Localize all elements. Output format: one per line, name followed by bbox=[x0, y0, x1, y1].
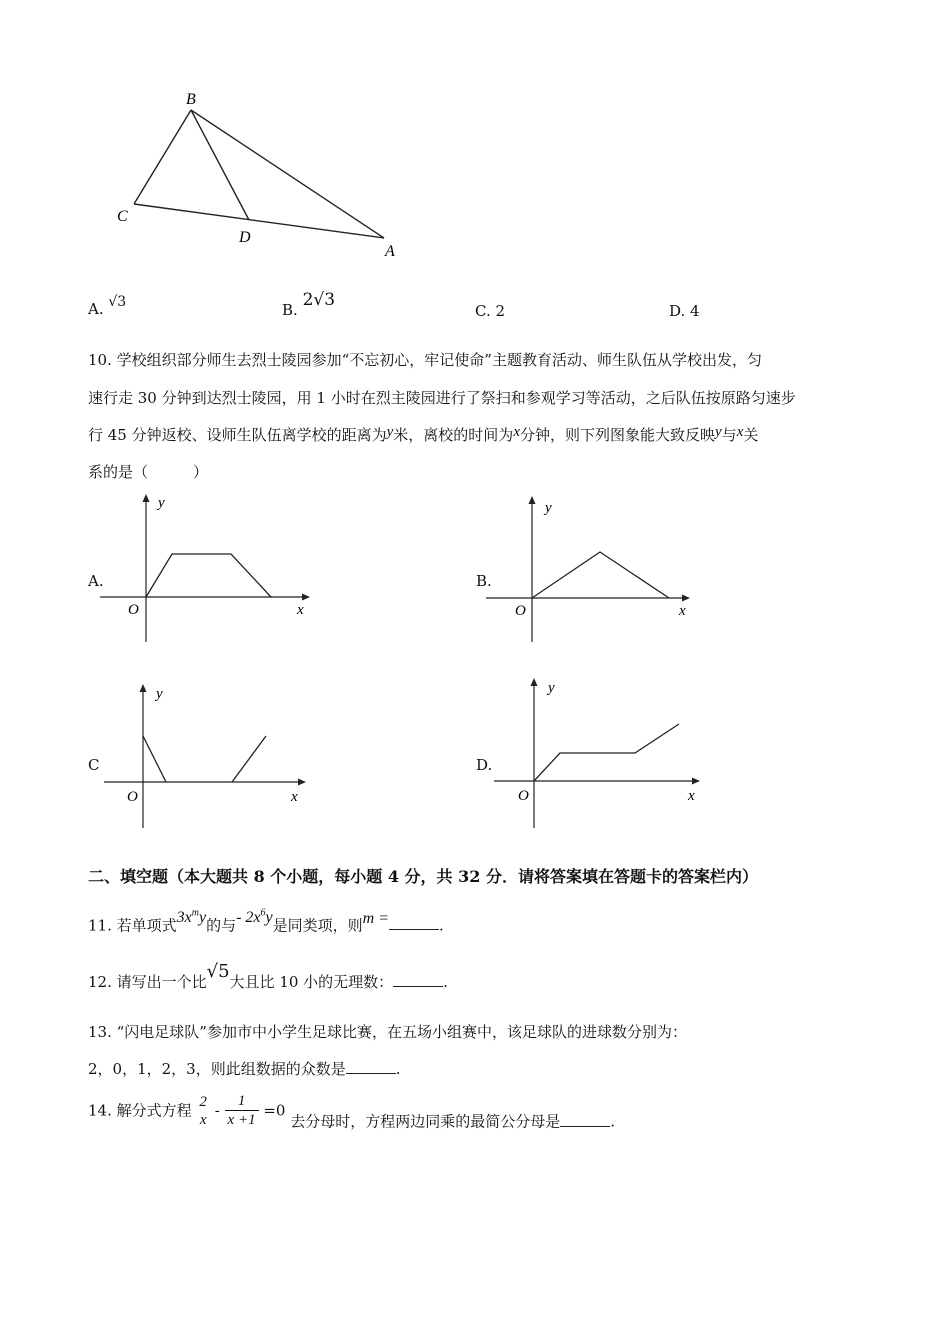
section-2-title: 二、填空题（本大题共 8 个小题，每小题 4 分，共 32 分．请将答案填在答题卡的答案栏内） bbox=[88, 867, 758, 886]
option-key: D. bbox=[669, 302, 686, 320]
x-axis-arrow-icon bbox=[302, 594, 310, 601]
option-key: B. bbox=[282, 301, 298, 319]
x-axis-arrow-icon bbox=[692, 778, 700, 785]
x-axis-arrow-icon bbox=[682, 595, 690, 602]
side-ca bbox=[134, 204, 384, 238]
axis-x-label: x bbox=[291, 789, 298, 805]
q10-graph-c[interactable] bbox=[100, 676, 320, 836]
label-a: A bbox=[385, 243, 395, 260]
graph-line bbox=[146, 554, 271, 597]
segment-bd bbox=[191, 110, 249, 220]
q9-option-c[interactable] bbox=[475, 302, 505, 320]
axis-x-label: x bbox=[688, 788, 695, 804]
fraction-1: 2 x bbox=[199, 1093, 207, 1128]
label-c: C bbox=[117, 208, 128, 225]
answer-blank[interactable] bbox=[389, 915, 439, 930]
origin-label: O bbox=[518, 788, 529, 804]
option-key: A. bbox=[88, 300, 104, 318]
graph-line bbox=[532, 552, 669, 598]
x-axis-arrow-icon bbox=[298, 779, 306, 786]
axis-x-label: x bbox=[679, 603, 686, 619]
origin-label: O bbox=[128, 602, 139, 618]
label-b: B bbox=[186, 91, 196, 108]
axis-x-label: x bbox=[297, 602, 304, 618]
q9-option-d[interactable] bbox=[669, 302, 700, 320]
y-axis-arrow-icon bbox=[143, 494, 150, 502]
origin-label: O bbox=[515, 603, 526, 619]
q13-line-2: 2，0，1，2，3，则此组数据的众数是 . bbox=[88, 1060, 401, 1078]
option-value: 2√3 bbox=[302, 290, 336, 310]
q10-line-1: 10. 学校组织部分师生去烈士陵园参加“不忘初心，牢记使命”主题教育活动、师生队伍从学校出发，匀 bbox=[88, 351, 762, 369]
fraction-2: $\frac{1}{x +1}$ bbox=[225, 1092, 259, 1129]
term-1: $3x^my$ bbox=[176, 908, 207, 927]
term-2: - $2x^6y$ bbox=[236, 908, 273, 927]
q10-graph-a[interactable] bbox=[100, 490, 320, 650]
answer-blank[interactable] bbox=[346, 1059, 396, 1074]
y-axis-arrow-icon bbox=[140, 684, 147, 692]
q10-option-b-label[interactable]: B. bbox=[476, 572, 492, 590]
answer-blank[interactable] bbox=[393, 972, 443, 987]
side-ba bbox=[191, 110, 384, 238]
origin-label: O bbox=[127, 789, 138, 805]
axis-y-label: y bbox=[158, 495, 165, 511]
y-axis-arrow-icon bbox=[529, 496, 536, 504]
option-key: C. bbox=[475, 302, 491, 320]
graph-line-segment-2 bbox=[232, 736, 266, 782]
q10-graph-d[interactable] bbox=[486, 670, 708, 834]
side-bc bbox=[134, 110, 191, 204]
graph-line-segment-1 bbox=[143, 736, 166, 782]
q10-option-c-label[interactable]: C bbox=[88, 756, 100, 774]
q14: 14. 解分式方程 2 x - $\frac{1}{x +1}$ =0 去分母时，方程两边同乘的最简公分母是 . bbox=[88, 1093, 616, 1131]
q10-option-a-label[interactable]: A. bbox=[88, 572, 104, 590]
axis-y-label: y bbox=[545, 500, 552, 516]
q9-option-a[interactable] bbox=[88, 294, 127, 318]
q13-line-1: 13. “闪电足球队”参加市中小学生足球比赛，在五场小组赛中，该足球队的进球数分别为： bbox=[88, 1023, 687, 1041]
axis-y-label: y bbox=[548, 680, 555, 696]
radical: √5 bbox=[206, 961, 230, 982]
label-d: D bbox=[239, 229, 251, 246]
answer-blank[interactable] bbox=[560, 1112, 610, 1127]
q12: 12. 请写出一个比√5大且比 10 小的无理数： . bbox=[88, 961, 448, 991]
option-value: √3 bbox=[108, 294, 127, 310]
option-value: 2 bbox=[495, 302, 506, 320]
y-axis-arrow-icon bbox=[531, 678, 538, 686]
axis-y-label: y bbox=[156, 686, 163, 702]
q10-line-3: 行 45 分钟返校、设师生队伍离学校的距离为y米，离校的时间为x分钟，则下列图象能大致反映y与x关 bbox=[88, 424, 759, 444]
q10-line-2: 速行走 30 分钟到达烈士陵园，用 1 小时在烈主陵园进行了祭扫和参观学习等活动，之后队伍按原路匀速步 bbox=[88, 389, 796, 407]
triangle-figure bbox=[100, 80, 420, 270]
q10-graph-b[interactable] bbox=[486, 490, 706, 650]
q10-option-d-label[interactable]: D. bbox=[476, 756, 493, 774]
option-value: 4 bbox=[690, 302, 700, 320]
q11: 11. 若单项式$3x^my$的与- $2x^6y$是同类项，则m = . bbox=[88, 908, 444, 935]
graph-line bbox=[534, 724, 679, 781]
q10-line-4: 系的是（ ） bbox=[88, 463, 209, 481]
q9-option-b[interactable] bbox=[282, 290, 336, 320]
